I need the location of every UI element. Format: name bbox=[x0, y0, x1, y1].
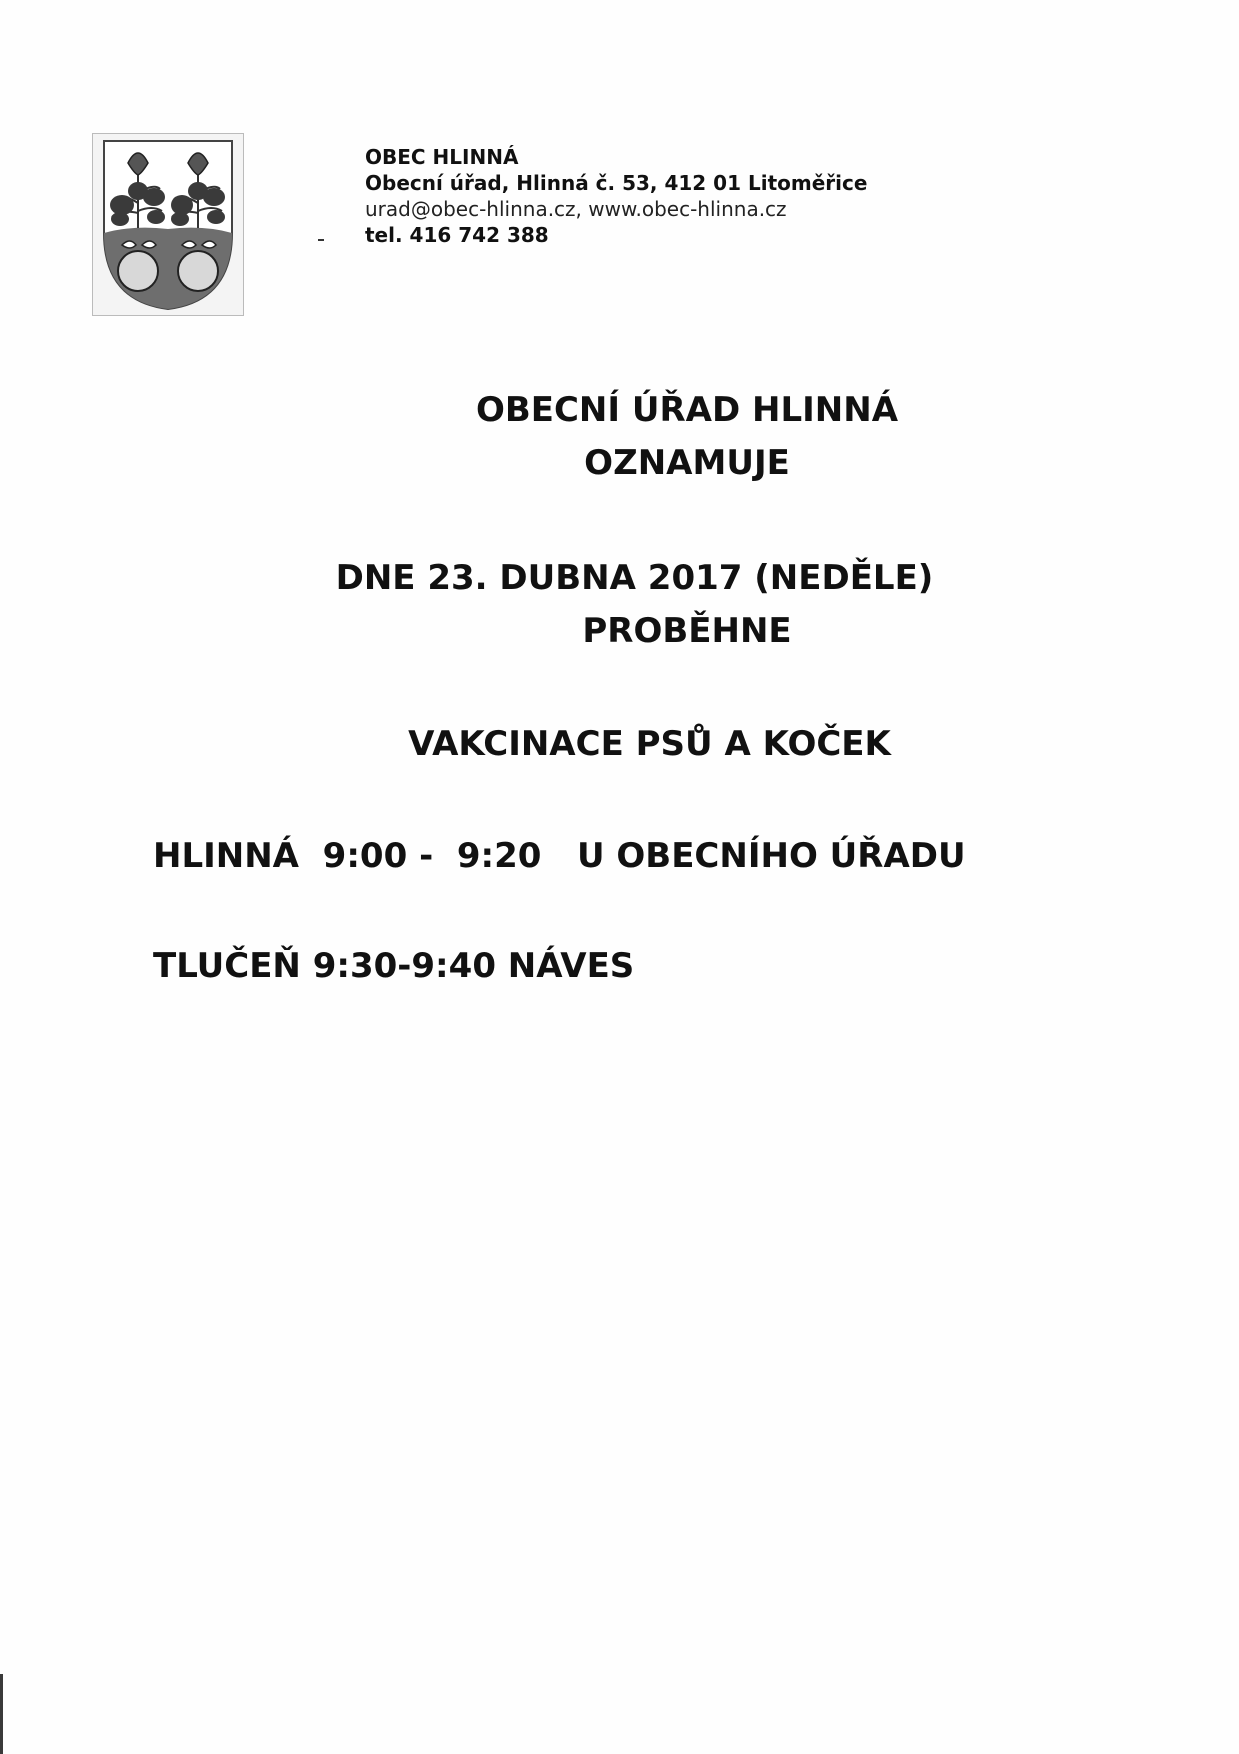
notice-subheading: OZNAMUJE bbox=[584, 443, 790, 483]
municipal-coat-of-arms-icon bbox=[92, 133, 244, 316]
scan-edge-mark bbox=[0, 1674, 3, 1754]
notice-verb: PROBĚHNE bbox=[582, 611, 792, 651]
office-address: Obecní úřad, Hlinná č. 53, 412 01 Litoměřice bbox=[365, 171, 868, 195]
scan-mark bbox=[318, 239, 324, 241]
notice-date: DNE 23. DUBNA 2017 (NEDĚLE) bbox=[335, 558, 934, 598]
notice-event: VAKCINACE PSŮ A KOČEK bbox=[408, 724, 891, 764]
letterhead bbox=[365, 144, 867, 248]
schedule-line-tlucen: TLUČEŇ 9:30-9:40 NÁVES bbox=[153, 946, 635, 986]
municipality-name: OBEC HLINNÁ bbox=[365, 145, 519, 169]
contact-email-web: urad@obec-hlinna.cz, www.obec-hlinna.cz bbox=[365, 197, 787, 221]
contact-phone: tel. 416 742 388 bbox=[365, 223, 549, 247]
notice-heading: OBECNÍ ÚŘAD HLINNÁ bbox=[475, 390, 899, 430]
schedule-line-hlinna: HLINNÁ 9:00 - 9:20 U OBECNÍHO ÚŘADU bbox=[153, 836, 966, 876]
